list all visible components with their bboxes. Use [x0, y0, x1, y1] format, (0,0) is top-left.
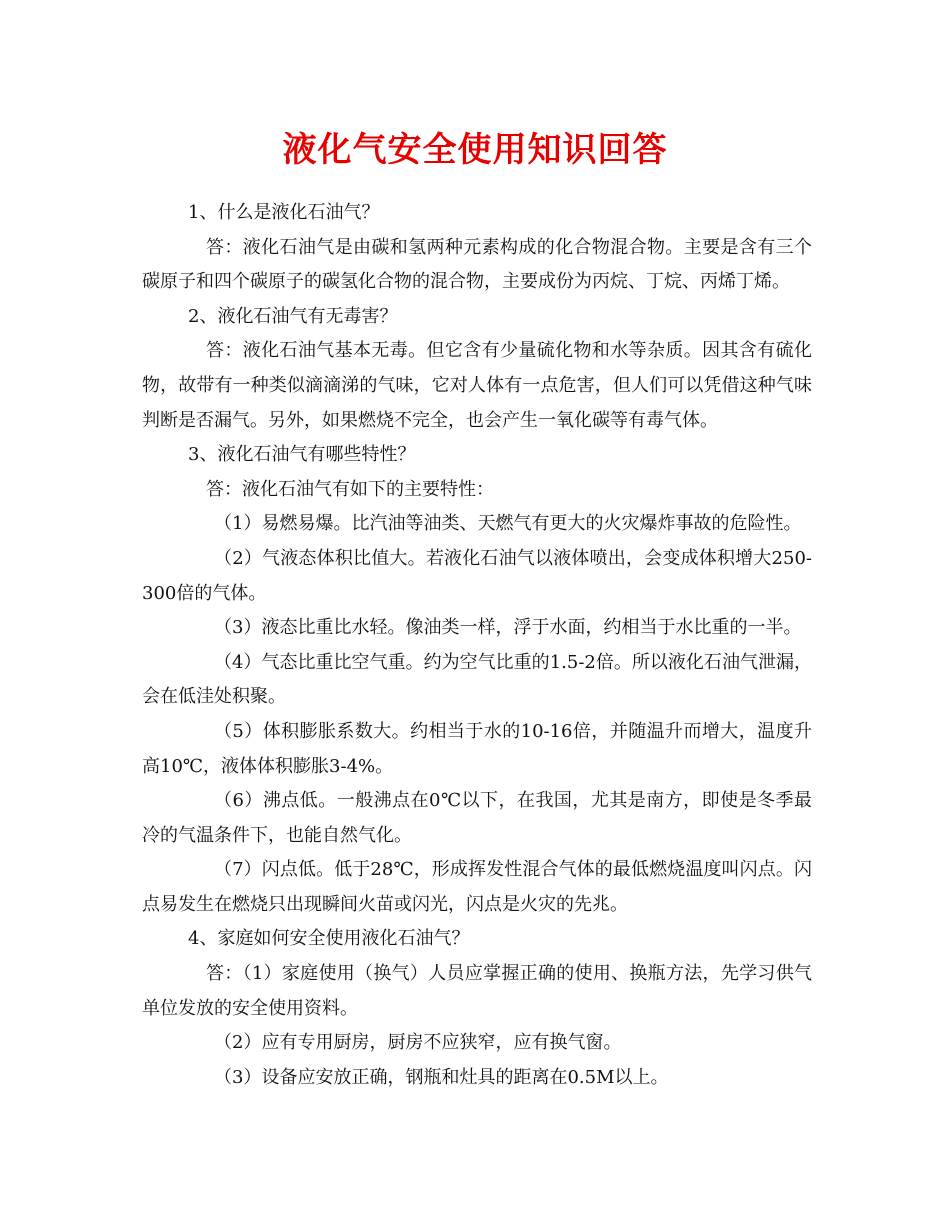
document-body: [142, 196, 812, 1095]
answer-4-item-2: （2）应有专用厨房，厨房不应狭窄，应有换气窗。: [214, 1032, 622, 1054]
answer-4-item-1: 答：（1）家庭使用（换气）人员应掌握正确的使用、换瓶方法，先学习供气单位发放的安全使用资料。: [142, 963, 812, 1019]
question-4: 4、家庭如何安全使用液化石油气？: [188, 928, 470, 950]
answer-4-item-3: （3）设备应安放正确，钢瓶和灶具的距离在0.5M以上。: [214, 1066, 669, 1088]
answer-3-item-3: （3）液态比重比水轻。像油类一样，浮于水面，约相当于水比重的一半。: [214, 617, 802, 639]
answer-2: 答：液化石油气基本无毒。但它含有少量硫化物和水等杂质。因其含有硫化物，故带有一种类似滴滴涕的气味，它对人体有一点危害，但人们可以凭借这种气味判断是否漏气。另外，如果燃烧不完全，也会产生一氧化碳等有毒气体。: [142, 340, 812, 431]
document-title: 液化气安全使用知识回答: [282, 130, 668, 170]
answer-1: 答：液化石油气是由碳和氢两种元素构成的化合物混合物。主要是含有三个碳原子和四个碳原子的碳氢化合物的混合物，主要成份为丙烷、丁烷、丙烯丁烯。: [142, 236, 812, 293]
answer-3-item-7: （7）闪点低。低于28℃，形成挥发性混合气体的最低燃烧温度叫闪点。闪点易发生在燃烧只出现瞬间火苗或闪光，闪点是火灾的先兆。: [142, 859, 812, 915]
answer-3-item-5: （5）体积膨胀系数大。约相当于水的10-16倍，并随温升而增大，温度升高10℃，液体体积膨胀3-4%。: [142, 720, 812, 777]
question-1: 1、什么是液化石油气？: [188, 202, 380, 223]
answer-3-item-1: （1）易燃易爆。比汽油等油类、天燃气有更大的火灾爆炸事故的危险性。: [214, 513, 802, 535]
answer-3-item-2: （2）气液态体积比值大。若液化石油气以液体喷出，会变成体积增大250-300倍的气体。: [142, 547, 812, 604]
question-3: 3、液化石油气有哪些特性？: [188, 444, 416, 466]
question-2: 2、液化石油气有无毒害？: [188, 305, 398, 327]
answer-3-item-4: （4）气态比重比空气重。约为空气比重的1.5-2倍。所以液化石油气泄漏，会在低洼处积聚。: [142, 651, 812, 708]
answer-3-item-6: （6）沸点低。一般沸点在0℃以下，在我国，尤其是南方，即使是冬季最冷的气温条件下，也能自然气化。: [142, 790, 812, 846]
answer-3-intro: 答：液化石油气有如下的主要特性：: [206, 478, 494, 500]
